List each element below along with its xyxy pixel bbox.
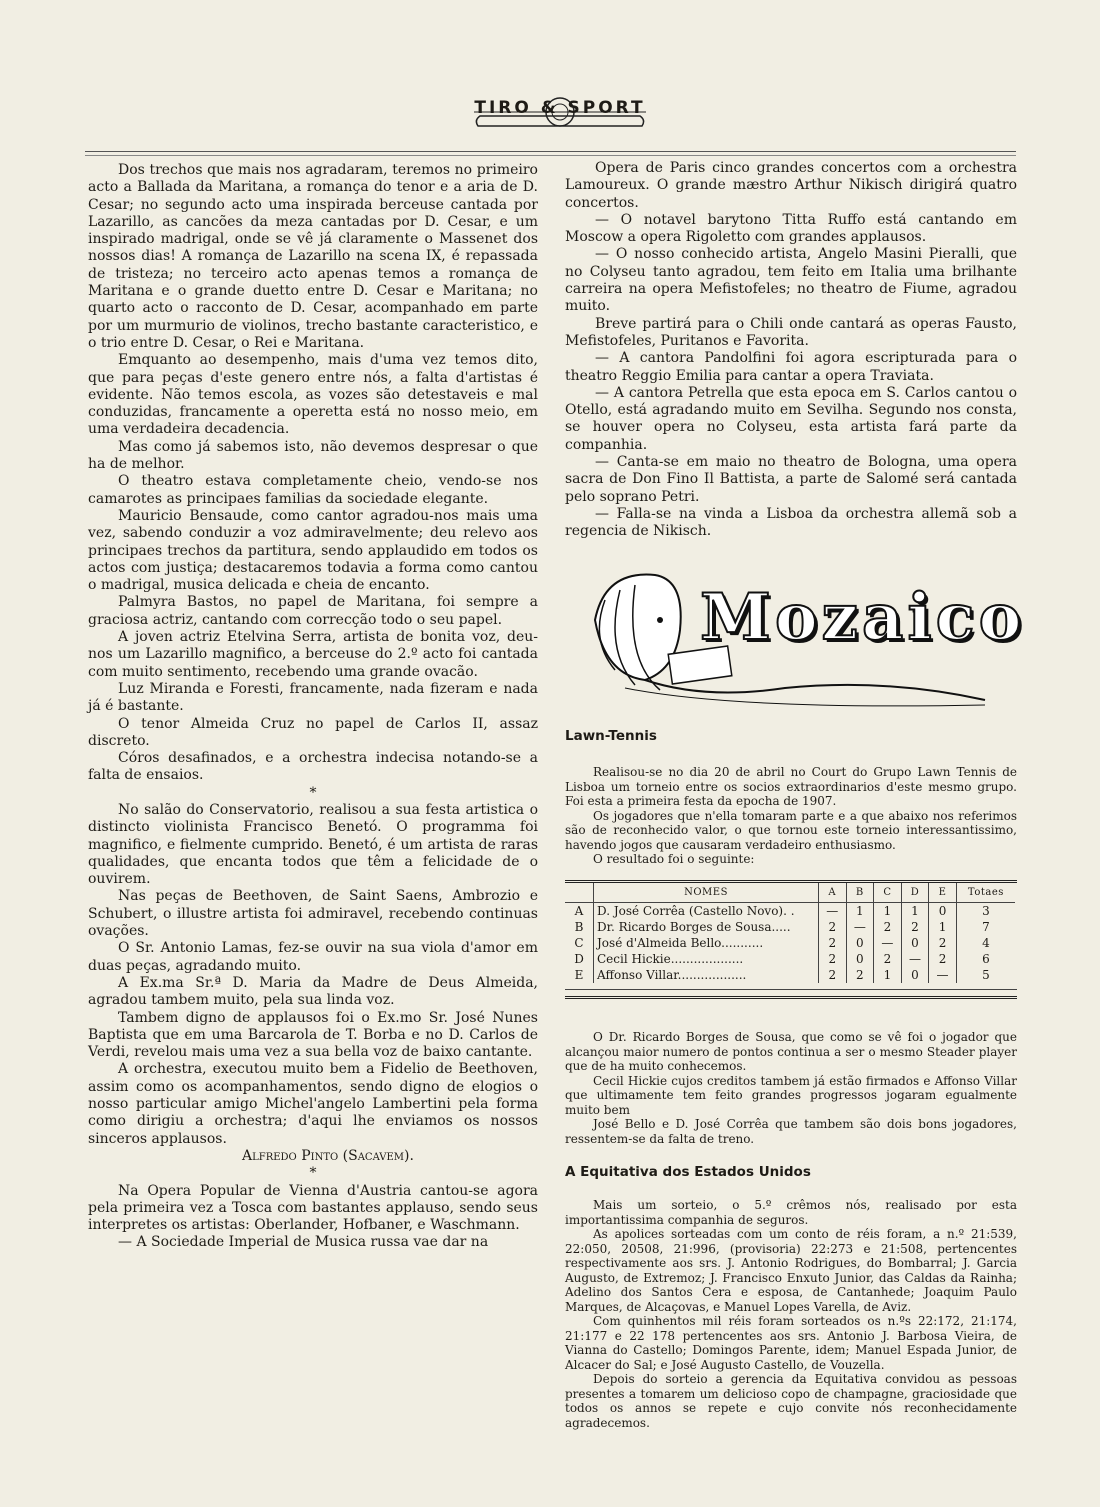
score-cell: 1 [874, 903, 902, 920]
player-name: Dr. Ricardo Borges de Sousa..... [594, 919, 819, 935]
paragraph: Os jogadores que n'ella tomaram parte e a que abaixo nos referimos são de reconhecido valor, o que tornou este torneio interessantissimo, havendo jogos que causaram verdadeiro enthusiasmo. [565, 808, 1017, 852]
lawn-tennis-intro [565, 765, 1017, 867]
table-row [565, 967, 1015, 983]
paragraph: — O nosso conhecido artista, Angelo Masini Pieralli, que no Colyseu tanto agradou, tem feito em Italia uma brilhante carreira na opera Mefistofeles; no theatro de Fiume, agradou muito. [565, 246, 1017, 315]
paragraph: Mais um sorteio, o 5.º crêmos nós, realisado por esta importantissima companhia de seguros. [565, 1198, 1017, 1227]
paragraph: Cecil Hickie cujos creditos tambem já estão firmados e Affonso Villar que ultimamente tem feito grandes progressos jogaram egualmente muito bem [565, 1073, 1017, 1117]
total-cell: 3 [956, 903, 1015, 920]
paragraph: Mauricio Bensaude, como cantor agradou-nos mais uma vez, sabendo conduzir a voz admiravelmente; deu relevo aos principaes trechos da partitura, sendo applaudido em todos os actos com justiça; destacaremos todavia a forma como cantou o madrigal, musica delicada e cheia de encanto. [88, 507, 538, 594]
paragraph: A joven actriz Etelvina Serra, artista de bonita voz, deu-nos um Lazarillo magnifico, a berceuse do 2.º acto foi cantada com muito sentimento, recebendo uma grande ovacão. [88, 629, 538, 680]
total-cell: 5 [956, 967, 1015, 983]
score-cell: 2 [819, 935, 847, 951]
paragraph: O theatro estava completamente cheio, vendo-se nos camarotes as principaes familias da sociedade elegante. [88, 473, 538, 507]
scores-table-wrapper [565, 880, 1017, 999]
score-cell: 2 [819, 951, 847, 967]
paragraph: No salão do Conservatorio, realisou a sua festa artistica o distincto violinista Francisco Benetó. O programma foi magnifico, e fielmente cumprido. Benetó, é um artista de raras qualidades, que encanta todos que têm a felicidade de o ouvirem. [88, 801, 538, 888]
score-cell: 2 [819, 919, 847, 935]
scores-table [565, 883, 1015, 983]
header-nomes: NOMES [594, 883, 819, 903]
row-letter: D [574, 952, 584, 966]
section-separator: * [309, 784, 317, 801]
table-row [565, 935, 1015, 951]
header-d: D [901, 883, 929, 903]
total-cell: 4 [956, 935, 1015, 951]
player-name: Affonso Villar.................. [594, 967, 819, 983]
score-cell: 2 [846, 967, 874, 983]
row-letter: E [574, 968, 584, 982]
score-cell: 1 [901, 903, 929, 920]
paragraph: O resultado foi o seguinte: [593, 852, 755, 866]
paragraph: Dos trechos que mais nos agradaram, teremos no primeiro acto a Ballada da Maritana, a romança do tenor e a aria de D. Cesar; no segundo acto uma inspirada berceuse cantada por Lazarillo, as cancões da meza cantadas por D. Cesar, e um inspirado madrigal, onde se vê já claramente o Massenet dos nossos dias! A romança de Lazarillo na scena IX, é repassada de tristeza; no terceiro acto apenas temos a romança de Maritana e o grande duetto entre D. Cesar e Maritana; no quarto acto o racconto de D. Cesar, acompanhado em parte por um murmurio de violinos, trecho bastante caracteristico, e o trio entre D. Cesar, o Rei e Maritana. [88, 162, 538, 351]
paragraph: O Dr. Ricardo Borges de Sousa, que como se vê foi o jogador que alcançou maior numero de pontos continua a ser o mesmo Steader player que de ha muito conhecemos. [565, 1030, 1017, 1073]
table-row [565, 903, 1015, 920]
header-blank [565, 883, 594, 903]
paragraph: Tambem digno de applausos foi o Ex.mo Sr. José Nunes Baptista que em uma Barcarola de T. Borba e no D. Carlos de Verdi, revelou mais uma vez a sua bella voz de baixo cantante. [88, 1009, 538, 1061]
lawn-tennis-heading: Lawn-Tennis [565, 728, 657, 744]
header-c: C [874, 883, 902, 903]
paragraph: Na Opera Popular de Vienna d'Austria cantou-se agora pela primeira vez a Tosca com bastantes applauso, sendo seus interpretes os artistas: Oberlander, Hofbaner, e Waschmann. [88, 1182, 538, 1234]
score-cell: 2 [819, 967, 847, 983]
section-separator-2: * [309, 1165, 317, 1182]
header-a: A [819, 883, 847, 903]
table-bottom-rule-thick [565, 996, 1017, 999]
music-news-paragraphs [565, 160, 1017, 541]
row-letter: C [574, 936, 584, 950]
paragraph: As apolices sorteadas com um conto de réis foram, a n.º 21:539, 22:050, 20508, 21:996, (provisoria) 22:273 e 21:508, pertencentes respectivamente aos srs. J. Antonio Rodrigues, do Bombarral; J. Garcia Augusto, de Extremoz; J. Francisco Enxuto Junior, das Caldas da Rainha; Adelino dos Santos Cera e esposa, de Cantanhede; Joaquim Paulo Marques, de Alcaçovas, e Manuel Lopes Varella, de Aviz. [565, 1227, 1017, 1314]
paragraph: Mas como já sabemos isto, não devemos despresar o que ha de melhor. [88, 438, 538, 473]
score-cell: 0 [901, 967, 929, 983]
row-letter: B [574, 920, 584, 934]
table-bottom-rule [565, 983, 1017, 990]
table-row [565, 919, 1015, 935]
paragraph: Realisou-se no dia 20 de abril no Court do Grupo Lawn Tennis de Lisboa um torneio entre os socios extraordinarios d'este mesmo grupo. Foi esta a primeira festa da epocha de 1907. [565, 765, 1017, 808]
score-cell: — [819, 903, 847, 920]
score-cell: 2 [874, 919, 902, 935]
left-column [88, 162, 538, 1252]
player-name: Cecil Hickie................... [594, 951, 819, 967]
score-cell: 1 [874, 967, 902, 983]
paragraph: — A Sociedade Imperial de Musica russa vae dar na [118, 1234, 489, 1251]
paragraph: Depois do sorteio a gerencia da Equitativa convidou as pessoas presentes a tomarem um delicioso copo de champagne, graciosidade que todos os annos se repete e cujo convite nós reconhecidamente agradecemos. [565, 1372, 1017, 1430]
paragraph: José Bello e D. José Corrêa que tambem são dois bons jogadores, ressentem-se da falta de treno. [565, 1117, 1017, 1146]
score-cell: 1 [929, 919, 957, 935]
score-cell: 0 [846, 951, 874, 967]
score-cell: — [901, 951, 929, 967]
news-paragraphs [88, 1183, 538, 1252]
score-cell: 2 [929, 951, 957, 967]
table-row [565, 951, 1015, 967]
score-cell: 2 [874, 951, 902, 967]
paragraph: A Ex.ma Sr.ª D. Maria da Madre de Deus Almeida, agradou tambem muito, pela sua linda voz. [88, 974, 538, 1009]
score-cell: 2 [929, 935, 957, 951]
paragraph: Breve partirá para o Chili onde cantará as operas Fausto, Mefistofeles, Puritanos e Favorita. [565, 315, 1017, 349]
player-name: José d'Almeida Bello........... [594, 935, 819, 951]
paragraph: Palmyra Bastos, no papel de Maritana, foi sempre a graciosa actriz, cantando com correcção todo o seu papel. [88, 594, 538, 628]
paragraph: O Sr. Antonio Lamas, fez-se ouvir na sua viola d'amor em duas peças, agradando muito. [88, 940, 538, 974]
score-cell: 0 [846, 935, 874, 951]
right-column-news [565, 160, 1017, 541]
paragraph: Com quinhentos mil réis foram sorteados os n.ºs 22:172, 21:174, 21:177 e 22 178 pertencentes aos srs. Antonio J. Barbosa Vieira, de Vianna do Castello; Domingos Parente, idem; Manuel Espada Junior, de Alcacer do Sal; e José Augusto Castello, de Vouzella. [565, 1314, 1017, 1372]
paragraph: O tenor Almeida Cruz no papel de Carlos II, assaz discreto. [88, 715, 538, 749]
mozaico-banner [585, 560, 1026, 710]
paragraph: — A cantora Petrella que esta epoca em S. Carlos cantou o Otello, está agradando muito em Sevilha. Segundo nos consta, se houver opera no Colyseu, esta artista fará parte da companhia. [565, 384, 1017, 453]
paragraph: Nas peças de Beethoven, de Saint Saens, Ambrozio e Schubert, o illustre artista foi admiravel, recebendo continuas ovações. [88, 888, 538, 940]
paragraph: Emquanto ao desempenho, mais d'uma vez temos dito, que para peças d'este genero entre nós, a falta d'artistas é evidente. Não temos escola, as vozes são detestaveis e mal conduzidas, francamente a operetta está no nosso meio, em uma verdadeira decadencia. [88, 352, 538, 438]
review-paragraphs [88, 162, 538, 785]
paragraph: Córos desafinados, e a orchestra indecisa notando-se a falta de ensaios. [88, 750, 538, 784]
header-b: B [846, 883, 874, 903]
total-cell: 6 [956, 951, 1015, 967]
score-cell: — [874, 935, 902, 951]
header-rule-secondary [85, 155, 1016, 156]
score-cell: 1 [846, 903, 874, 920]
score-cell: 0 [901, 935, 929, 951]
lawn-tennis-outro [565, 1030, 1017, 1146]
total-cell: 7 [956, 919, 1015, 935]
paragraph: — Canta-se em maio no theatro de Bologna, uma opera sacra de Don Fino Il Battista, a parte de Salomé será cantada pelo soprano Petri. [565, 454, 1017, 505]
paragraph: Opera de Paris cinco grandes concertos com a orchestra Lamoureux. O grande mæstro Arthur Nikisch dirigirá quatro concertos. [565, 160, 1017, 211]
paragraph: — O notavel barytono Titta Ruffo está cantando em Moscow a opera Rigoletto com grandes applausos. [565, 211, 1017, 246]
paragraph: — A cantora Pandolfini foi agora escripturada para o theatro Reggio Emilia para cantar a opera Traviata. [565, 350, 1017, 384]
header-rule [85, 151, 1016, 152]
score-cell: 2 [901, 919, 929, 935]
paragraph: — Falla-se na vinda a Lisboa da orchestra allemã sob a regencia de Nikisch. [565, 505, 1017, 540]
header-e: E [929, 883, 957, 903]
row-letter: A [574, 904, 584, 918]
article-signature: Alfredo Pinto (Sacavem). [242, 1147, 414, 1164]
header-totaes: Totaes [956, 883, 1015, 903]
score-cell: 0 [929, 903, 957, 920]
player-name: D. José Corrêa (Castello Novo). . [594, 903, 819, 920]
equitativa-heading: A Equitativa dos Estados Unidos [565, 1164, 811, 1180]
equitativa-article [565, 1198, 1017, 1430]
score-cell: — [929, 967, 957, 983]
paragraph: Luz Miranda e Foresti, francamente, nada fizeram e nada já é bastante. [88, 680, 538, 715]
score-cell: — [846, 919, 874, 935]
masthead-title: TIRO & SPORT [474, 98, 646, 118]
paragraph: A orchestra, executou muito bem a Fidelio de Beethoven, assim como os acompanhamentos, sendo digno de elogios o nosso particular amigo Michel'angelo Lambertini pela forma como dirigiu a orchestra; d'aqui lhe enviamos os nossos sinceros applausos. [88, 1061, 538, 1147]
concert-paragraphs [88, 802, 538, 1148]
mozaico-title: Mozaico [700, 580, 1026, 655]
masthead-logo [470, 90, 650, 134]
